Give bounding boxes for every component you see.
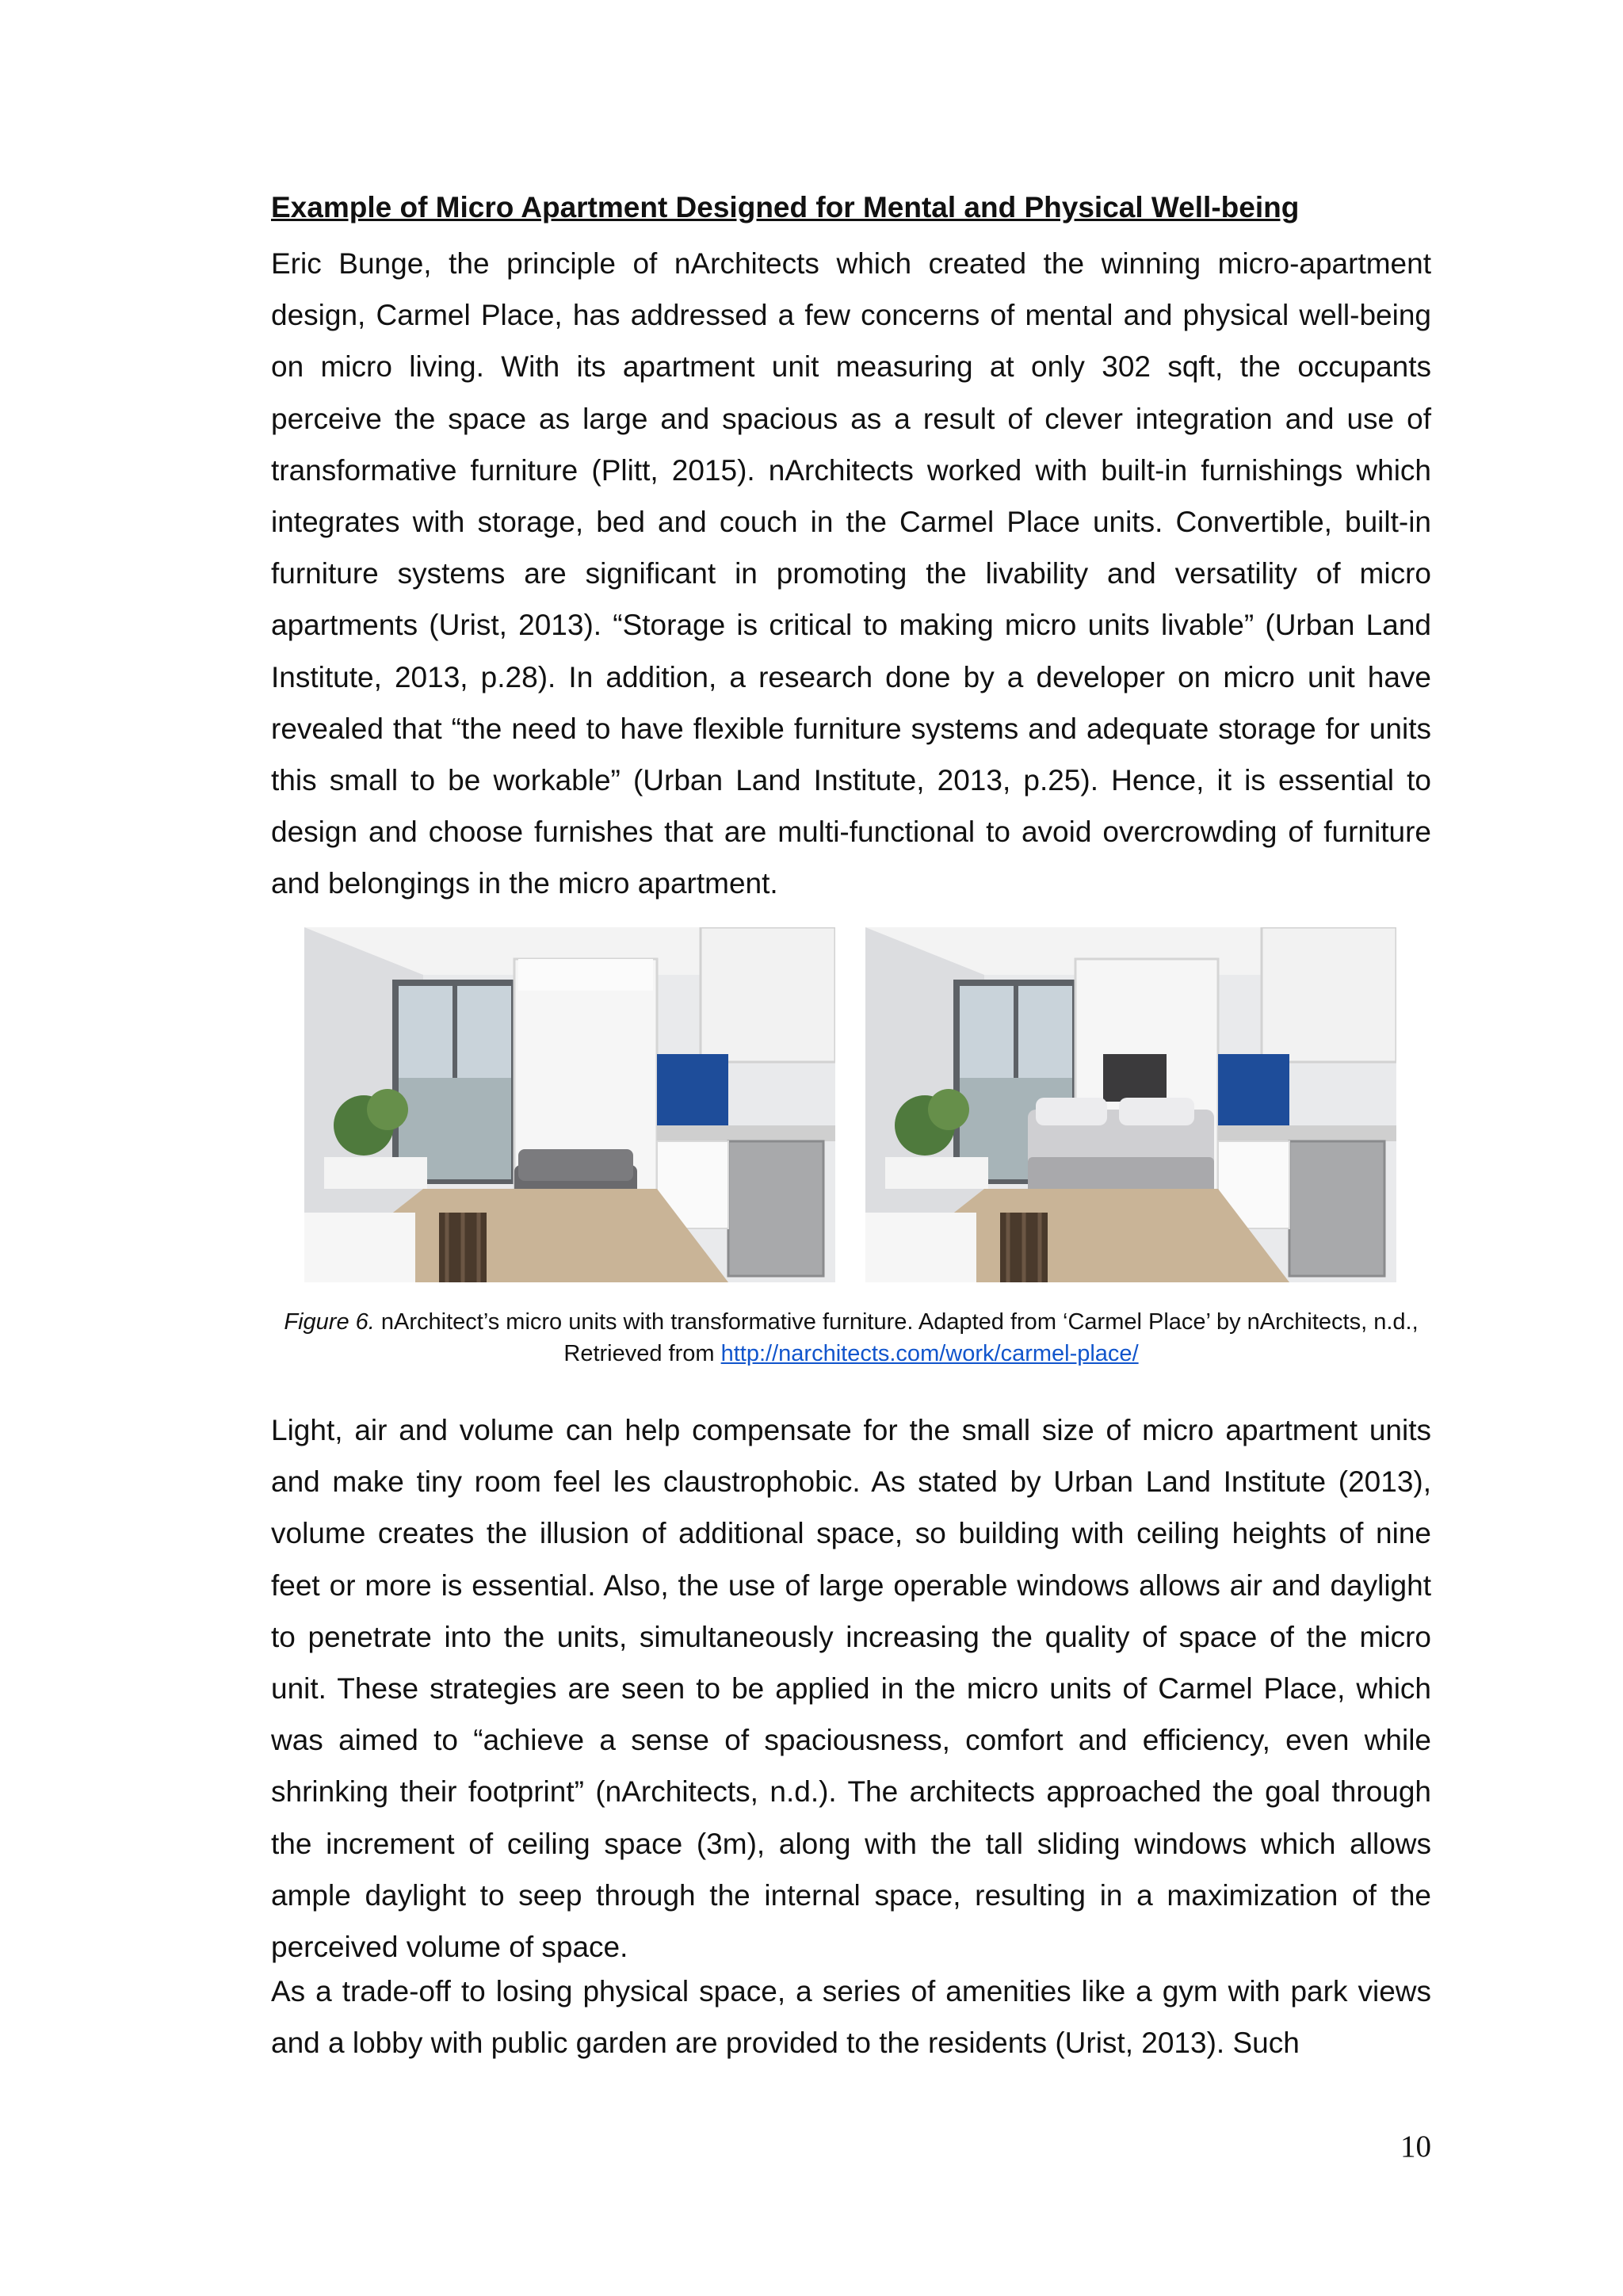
page-number: 10 [1400, 2130, 1431, 2164]
figure-image-sofa [304, 927, 835, 1282]
figure-label: Figure 6. [284, 1309, 375, 1335]
source-link[interactable]: http://narchitects.com/work/carmel-place/ [720, 1341, 1139, 1366]
figure-caption [238, 1306, 1465, 1370]
figure-image-bed [865, 927, 1396, 1282]
paragraph-3: As a trade-off to losing physical space, a series of amenities like a gym with park views and a lobby with public garden are provided to the residents (Urist, 2013). Such [271, 1975, 1431, 2060]
paragraph-1: Eric Bunge, the principle of nArchitects which created the winning micro-apartment design, Carmel Place, has addressed a few concerns of mental and physical well-being on micro living. With its apartment unit measuring at only 302 sqft, the occupants perceive the space as large and spacious as a result of clever integration and use of transformative furniture (Plitt, 2015). nArchitects worked with built-in furnishings which integrates with storage, bed and couch in the Carmel Place units. Convertible, built-in furniture systems are significant in promoting the livability and versatility of micro apartments (Urist, 2013). “Storage is critical to making micro units livable” (Urban Land Institute, 2013, p.28). In addition, a research done by a developer on micro unit have revealed that “the need to have flexible furniture systems and adequate storage for units this small to be workable” (Urban Land Institute, 2013, p.25). Hence, it is essential to design and choose furnishes that are multi-functional to avoid overcrowding of furniture and belongings in the micro apartment. [271, 247, 1431, 900]
paragraph-2: Light, air and volume can help compensate for the small size of micro apartment units and make tiny room feel les claustrophobic. As stated by Urban Land Institute (2013), volume creates the illusion of additional space, so building with ceiling heights of nine feet or more is essential. Also, the use of large operable windows allows air and daylight to penetrate into the units, simultaneously increasing the quality of space of the micro unit. These strategies are seen to be applied in the micro units of Carmel Place, which was aimed to “achieve a sense of spaciousness, comfort and efficiency, even while shrinking their footprint” (nArchitects, n.d.). The architects approached the goal through the increment of ceiling space (3m), along with the tall sliding windows which allows ample daylight to seep through the internal space, resulting in a maximization of the perceived volume of space. [271, 1414, 1431, 1964]
section-heading: Example of Micro Apartment Designed for Mental and Physical Well-being [271, 191, 1300, 223]
figure-caption-text: nArchitect’s micro units with transformative furniture. Adapted from ‘Carmel Place’ by nArchitects, n.d., Retrieved from [374, 1309, 1419, 1366]
